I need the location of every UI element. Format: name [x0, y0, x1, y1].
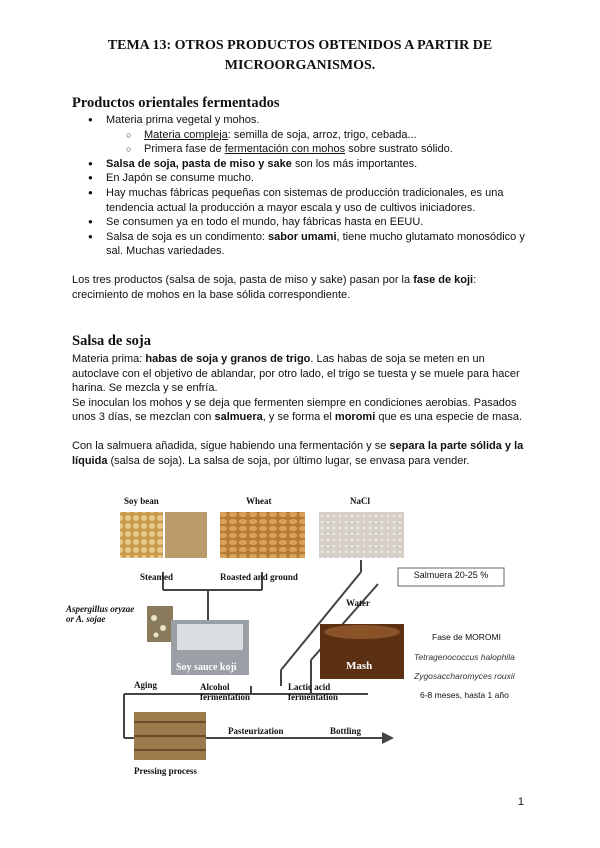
- list-item: ● Materia prima vegetal y mohos.: [72, 113, 528, 128]
- label-wheat: Wheat: [246, 496, 272, 506]
- title-line-2: MICROORGANISMOS.: [224, 58, 376, 73]
- label-nacl: NaCl: [350, 496, 370, 506]
- section-heading-salsa: Salsa de soja: [72, 333, 151, 349]
- label-mash: Mash: [346, 660, 373, 672]
- list-item: ○ Materia compleja: semilla de soja, arroz, trigo, cebada...: [72, 128, 528, 143]
- paragraph: Materia prima: habas de soja y granos de trigo. Las habas de soja se meten en un autoclave con el objetivo de ablandar, por otro lado, el trigo se tuesta y se muele para hacer harina. Se mezcla y se enfría.: [72, 353, 520, 395]
- page-number: 1: [517, 796, 524, 808]
- koji-paragraph: Los tres productos (salsa de soja, pasta de miso y sake) pasan por la fase de koji: crecimiento de mohos en la base sólida correspondiente.: [72, 273, 477, 301]
- label-tetragenococcus: Tetragenococcus halophila: [414, 652, 515, 662]
- label-alcohol: Alcohol fermentation: [200, 682, 250, 702]
- salt-image: [319, 512, 404, 558]
- section-2-body: [72, 352, 528, 468]
- page-title: [40, 36, 560, 76]
- label-moromi-title: Fase de MOROMI: [432, 632, 501, 642]
- label-months: 6-8 meses, hasta 1 año: [420, 690, 509, 700]
- list-item: ● Hay muchas fábricas pequeñas con sistemas de producción tradicionales, es una tendencia actual la producción a mayor escala y uso de cultivos iniciadores.: [72, 186, 528, 215]
- steamed-soy-image: [165, 512, 207, 558]
- title-line-1: TEMA 13: OTROS PRODUCTOS OBTENIDOS A PARTIR DE: [107, 38, 493, 53]
- arrow-head: [382, 732, 394, 744]
- soy-sauce-process-diagram: [68, 490, 548, 780]
- list-item: ● En Japón se consume mucho.: [72, 171, 528, 186]
- bullet-list: [72, 113, 528, 259]
- soybean-image: [120, 512, 163, 558]
- wheat-image: [220, 512, 305, 558]
- label-koji: Soy sauce koji: [176, 662, 237, 673]
- section-1-body: [72, 113, 528, 302]
- section-heading-productos: Productos orientales fermentados: [72, 95, 280, 111]
- label-lactic: Lactic acid fermentation: [288, 682, 338, 702]
- label-pasteurization: Pasteurization: [228, 726, 284, 736]
- label-salmuera: Salmuera 20-25 %: [413, 570, 489, 580]
- label-pressing: Pressing process: [134, 766, 197, 776]
- list-item: ● Se consumen ya en todo el mundo, hay fábricas hasta en EEUU.: [72, 215, 528, 230]
- label-water: Water: [346, 598, 370, 608]
- paragraph: Con la salmuera añadida, sigue habiendo una fermentación y se separa la parte sólida y la líquida (salsa de soja). La salsa de soja, por último lugar, se envasa para vender.: [72, 439, 524, 467]
- label-aging: Aging: [134, 680, 158, 690]
- label-soy-bean: Soy bean: [124, 496, 159, 506]
- label-bottling: Bottling: [330, 726, 362, 736]
- list-item: ● Salsa de soja, pasta de miso y sake son los más importantes.: [72, 157, 528, 172]
- aspergillus-image: [147, 606, 173, 642]
- label-zygosaccharomyces: Zygosaccharomyces rouxii: [414, 671, 515, 681]
- label-aspergillus: Aspergillus oryzae or A. sojae: [66, 604, 135, 624]
- label-steamed: Steamed: [140, 572, 173, 582]
- paragraph: Se inoculan los mohos y se deja que fermenten siempre en condiciones aerobias. Pasados unos 3 días, se mezclan con salmuera, y se forma el moromi que es una especie de masa.: [72, 396, 523, 424]
- list-item: ● Salsa de soja es un condimento: sabor umami, tiene mucho glutamato monosódico y sal. Muchas variedades.: [72, 230, 528, 259]
- list-item: ○ Primera fase de fermentación con mohos sobre sustrato sólido.: [72, 142, 528, 157]
- label-roasted: Roasted and ground: [220, 572, 298, 582]
